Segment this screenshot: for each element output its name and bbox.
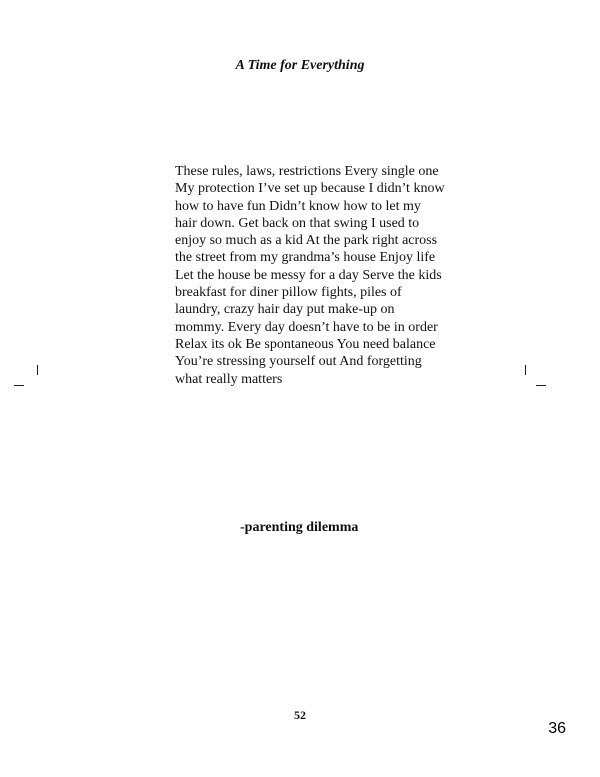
poem-line: the street from my grandma’s house Enjoy life: [175, 250, 436, 266]
crop-mark-right-horizontal: [536, 385, 546, 386]
crop-mark-right-vertical: [525, 365, 526, 375]
poem-line: breakfast for diner pillow fights, piles of: [175, 285, 402, 301]
poem-line: These rules, laws, restrictions Every single one: [175, 164, 439, 179]
poem-line: what really matters: [175, 371, 283, 387]
book-page-number: 52: [294, 708, 306, 722]
poem-line: My protection I’ve set up because I didn’t know: [175, 181, 445, 197]
poem-line: enjoy so much as a kid At the park right across: [175, 233, 438, 249]
document-page-number: 36: [548, 720, 566, 737]
poem-line: mommy. Every day doesn’t have to be in order: [175, 319, 438, 335]
poem-line: hair down. Get back on that swing I used to: [175, 215, 420, 231]
poem-line: how to have fun Didn’t know how to let my: [175, 198, 421, 214]
poem-line: Relax its ok Be spontaneous You need balance: [175, 336, 436, 352]
poem-body: [175, 163, 445, 388]
crop-mark-left-horizontal: [14, 385, 24, 386]
poem-line: Let the house be messy for a day Serve the kids: [175, 267, 442, 283]
crop-mark-left-vertical: [37, 365, 38, 375]
poem-line: laundry, crazy hair day put make-up on: [175, 302, 395, 318]
running-header-title: A Time for Everything: [235, 58, 365, 73]
poem-signature: -parenting dilemma: [240, 520, 359, 535]
poem-line: You’re stressing yourself out And forgetting: [175, 354, 422, 370]
